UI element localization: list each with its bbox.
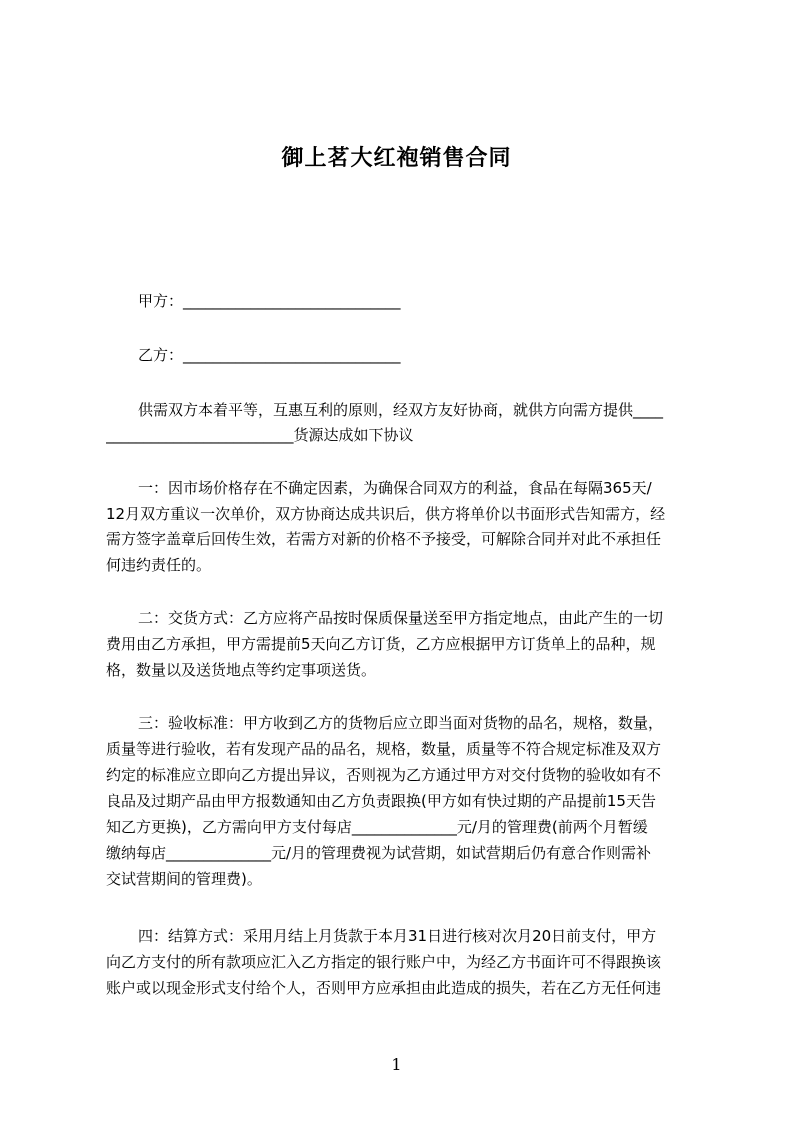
clause-line: 需方签字盖章后回传生效，若需方对新的价格不予接受，可解除合同并对此不承担任 (106, 530, 662, 548)
document-title: 御上茗大红袍销售合同 (281, 146, 512, 171)
intro-line: 供需双方本着平等，互惠互利的原则，经双方友好协商，就供方向需方提供____ (138, 401, 664, 419)
party-a-line: 甲方：_____________________________ (138, 292, 401, 310)
clause-line: 格，数量以及送货地点等约定事项送货。 (106, 661, 377, 679)
clause-line: 知乙方更换)，乙方需向甲方支付每店______________元/月的管理费(前两个月暂缓 (106, 818, 648, 836)
clause-line: 二：交货方式：乙方应将产品按时保质保量送至甲方指定地点，由此产生的一切 (138, 609, 664, 627)
clause-line: 账户或以现金形式支付给个人，否则甲方应承担由此造成的损失，若在乙方无任何违 (106, 979, 662, 997)
clause-line: 向乙方支付的所有款项应汇入乙方指定的银行账户中，为经乙方书面许可不得跟换该 (106, 953, 662, 971)
clause-line: 何违约责任的。 (106, 556, 212, 574)
clause-line: 三：验收标准：甲方收到乙方的货物后应立即当面对货物的品名，规格，数量， (138, 714, 664, 732)
clause-line: 缴纳每店______________元/月的管理费视为试营期，如试营期后仍有意合作则需补 (106, 844, 652, 862)
clause-line: 良品及过期产品由甲方报数通知由乙方负责跟换(甲方如有快过期的产品提前15天告 (106, 792, 656, 810)
page-number: 1 (391, 1055, 402, 1074)
clause-line: 12月双方重议一次单价，双方协商达成共识后，供方将单价以书面形式告知需方，经 (106, 505, 666, 523)
clause-line: 约定的标准应立即向乙方提出异议，否则视为乙方通过甲方对交付货物的验收如有不 (106, 766, 662, 784)
clause-line: 费用由乙方承担，甲方需提前5天向乙方订货，乙方应根据甲方订货单上的品种，规 (106, 635, 656, 653)
clause-line: 交试营期间的管理费)。 (106, 870, 262, 888)
clause-line: 四：结算方式：采用月结上月货款于本月31日进行核对次月20日前支付，甲方 (138, 927, 657, 945)
intro-line: _________________________货源达成如下协议 (106, 426, 414, 444)
party-b-line: 乙方：_____________________________ (138, 346, 401, 364)
clause-line: 一：因市场价格存在不确定因素，为确保合同双方的利益，食品在每隔365天/ (138, 479, 652, 497)
clause-line: 质量等进行验收，若有发现产品的品名，规格，数量，质量等不符合规定标准及双方 (106, 740, 662, 758)
